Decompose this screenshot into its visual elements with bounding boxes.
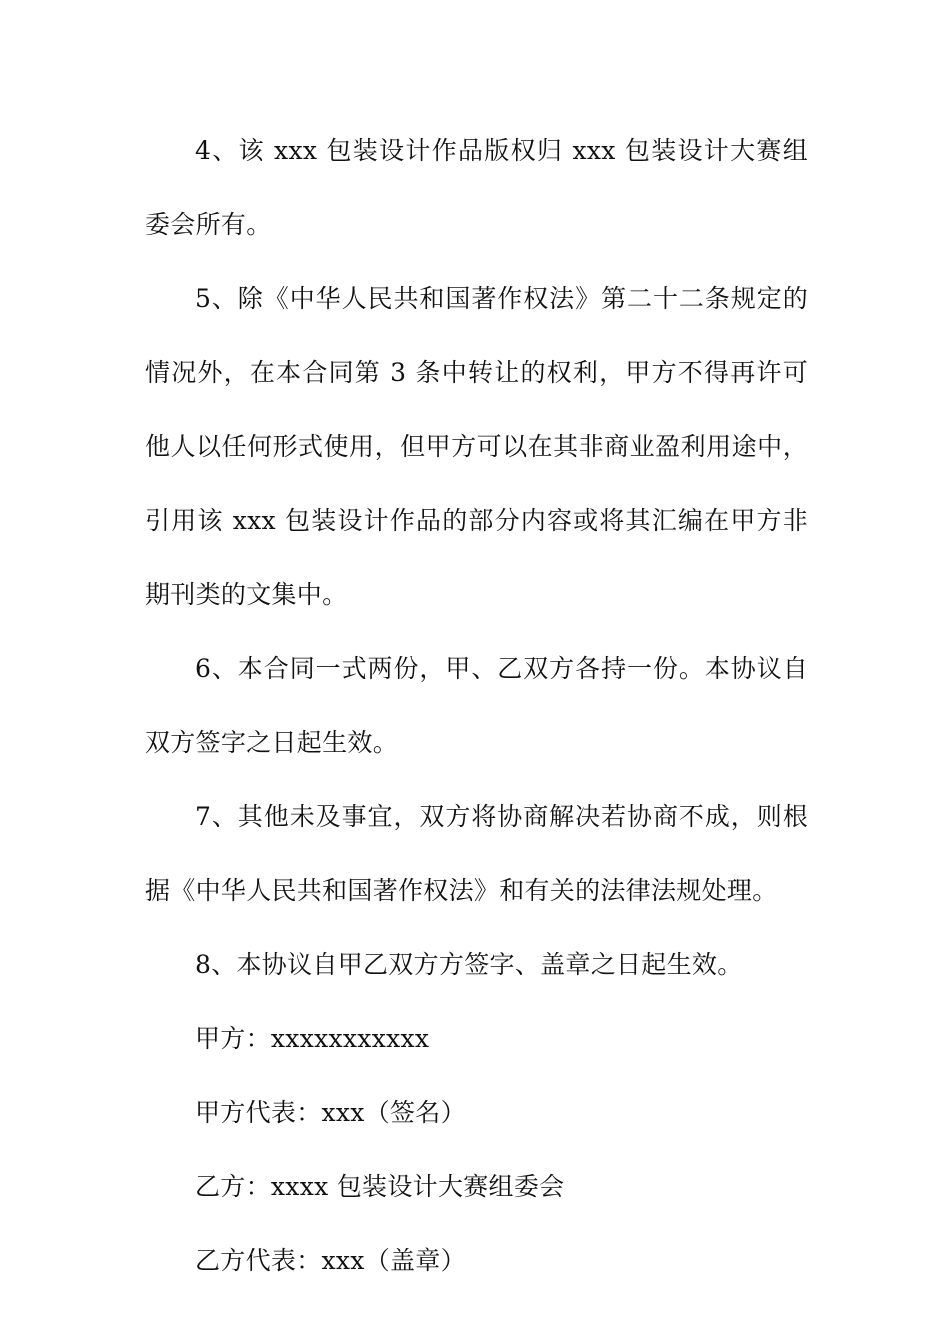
clause-6: 6、本合同一式两份，甲、乙双方各持一份。本协议自双方签字之日起生效。 bbox=[145, 654, 808, 757]
party-a-representative-line: 甲方代表：xxx（签名） bbox=[195, 1098, 466, 1127]
party-b-line: 乙方：xxxx 包装设计大赛组委会 bbox=[195, 1172, 565, 1201]
clause-8: 8、本协议自甲乙双方方签字、盖章之日起生效。 bbox=[195, 950, 743, 979]
clause-5: 5、除《中华人民共和国著作权法》第二十二条规定的情况外，在本合同第 3 条中转让的权利，甲方不得再许可他人以任何形式使用，但甲方可以在其非商业盈利用途中，引用该 xxx 包装设计作品的部分内容或将其汇编在甲方非期刊类的文集中。 bbox=[145, 284, 808, 609]
party-a-line: 甲方：xxxxxxxxxxx bbox=[195, 1024, 430, 1053]
party-b-representative-line: 乙方代表：xxx（盖章） bbox=[195, 1246, 466, 1275]
clause-7: 7、其他未及事宜，双方将协商解决若协商不成，则根据《中华人民共和国著作权法》和有关的法律法规处理。 bbox=[145, 802, 808, 905]
document-body bbox=[145, 114, 808, 1298]
clause-4: 4、该 xxx 包装设计作品版权归 xxx 包装设计大赛组委会所有。 bbox=[145, 136, 808, 239]
